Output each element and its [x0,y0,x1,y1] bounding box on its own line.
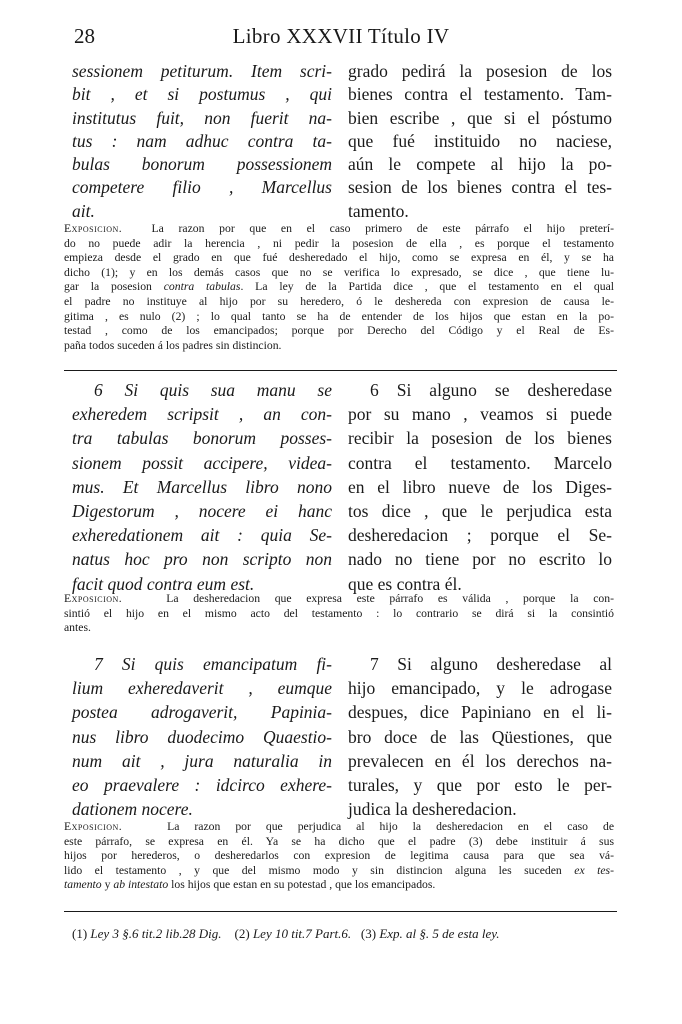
footnotes [72,926,612,942]
latin-line: tra tabulas bonorum posses- [72,428,332,449]
latin-line: ait. [72,200,95,221]
footnote-1: (1) Ley 3 §.6 tit.2 lib.28 Dig. [72,926,222,941]
spanish-line: hijo emancipado, y le adrogase [348,678,612,699]
exposicion-line: el padre no instituye al hijo por su heredero, ó le deshereda con expresion de causa le- [64,294,614,308]
spanish-line: que fué instituido no naciese, [348,130,612,151]
exposicion-label: Exposicion. [64,820,123,833]
latin-line: Digestorum , nocere ei hanc [72,501,332,522]
spanish-line: bro doce de las Qüestiones, que [348,726,612,747]
latin-line: mus. Et Marcellus libro nono [72,476,332,497]
latin-line: eo praevalere : idcirco exhere- [72,775,332,796]
exposicion-line: lido el testamento , y que del mismo modo y sin distincion alguna les suceden ex tes- [64,863,615,877]
latin-column [72,652,332,821]
footnote-3: (3) Exp. al §. 5 de esta ley. [360,926,500,941]
page-title: Libro XXXVII Título IV [232,24,450,48]
latin-column [72,378,332,596]
spanish-line: recibir la posesion de los bienes [348,428,612,449]
spanish-line: desheredacion ; porque el Se- [348,525,612,546]
latin-line: bit , et si postumus , qui [72,84,332,105]
latin-line: postea adrogaverit, Papinia- [72,702,332,723]
latin-column [72,60,332,223]
latin-line: institutus fuit, non fuerit na- [72,107,332,128]
exposicion-line: este párrafo, se expresa en él. Ya se ha dicho que el padre (3) debe instituir á sus [64,834,614,848]
latin-line: dationem nocere. [72,799,193,820]
latin-line: 7 Si quis emancipatum fi- [94,654,332,674]
spanish-line: despues, dice Papiniano en el li- [348,702,612,723]
spanish-line: tamento. [348,200,409,221]
spanish-line: nado no tiene por no escrito lo [348,549,612,570]
spanish-line: sesion de los bienes contra el tes- [348,177,612,198]
page-number: 28 [74,24,95,48]
spanish-line: tos dice , que le perjudica esta [348,501,612,522]
exposicion-note-3 [64,820,614,893]
spanish-line: bienes contra el testamento. Tam- [348,84,612,105]
exposicion-line: antes. [64,621,91,635]
latin-line: exheredationem ait : quia Se- [72,525,332,546]
footnote-2: (2) Ley 10 tit.7 Part.6. [234,926,352,941]
exposicion-label: Exposicion. [64,222,123,235]
exposicion-line: paña todos suceden á los padres sin distincion. [64,338,282,352]
spanish-line: por su mano , veamos si puede [348,404,612,425]
spanish-line: 7 Si alguno desheredase al [370,654,612,674]
spanish-column [348,60,612,223]
latin-line: competere filio , Marcellus [72,177,332,198]
spanish-line: 6 Si alguno se desheredase [370,380,612,400]
exposicion-line: sintió el hijo en el mismo acto del testamento : lo contrario se dirá si la consintió [64,606,614,620]
exposicion-note-2 [64,592,614,636]
exposicion-line: tamento y ab intestato los hijos que estan en su potestad , que los emancipados. [64,878,436,892]
spanish-line: contra el testamento. Marcelo [348,452,612,473]
latin-line: lium exheredaverit , eumque [72,678,332,699]
spanish-line: prevalecen en él los derechos na- [348,750,612,771]
exposicion-line: gar la posesion contra tabulas. La ley de la Partida dice , que el testamento en el qual [64,280,615,294]
exposicion-line: dicho (1); y en los demás casos que no se verifica lo expresado, se dice , que tiene lu- [64,265,614,279]
exposicion-line: gitima , es nulo (2) ; lo qual tanto se ha de entender de los hijos que estan en la po- [64,309,614,323]
latin-line: sessionem petiturum. Item scri- [72,61,332,81]
section-divider [64,370,617,371]
spanish-line: aún le compete al hijo la po- [348,154,612,175]
exposicion-line: empieza desde el grado en que fué desheredado el hijo, como se expresa en él, y se ha [64,251,614,265]
spanish-column [348,378,612,596]
spanish-line: grado pedirá la posesion de los [348,61,612,81]
exposicion-line: Exposicion. La razon por que perjudica al hijo la desheredacion en el caso de [64,820,615,833]
exposicion-note-1 [64,222,614,353]
exposicion-line: hijos por herederos, o desheredarlos con expresion de legitima causa para que sea vá- [64,849,614,863]
latin-line: bulas bonorum possessionem [72,154,332,175]
exposicion-line: Exposicion. La razon por que en el caso primero de este párrafo el hijo preterí- [64,222,614,235]
latin-line: tus : nam adhuc contra ta- [72,130,332,151]
spanish-line: que es contra él. [348,573,462,594]
latin-line: facit quod contra eum est. [72,573,255,594]
running-head [66,22,616,52]
exposicion-line: do no puede adir la herencia , ni pedir la posesion de ella , es porque el testamento [64,236,614,250]
spanish-column [348,652,612,821]
spanish-line: en el libro nueve de los Diges- [348,476,612,497]
spanish-line: bien escribe , que si el póstumo [348,107,612,128]
footnote-rule [64,911,617,912]
exposicion-line: Exposicion. La desheredacion que expresa este párrafo es válida , porque la con- [64,592,615,605]
spanish-line: judica la desheredacion. [348,799,517,820]
spanish-line: turales, y que por esto le per- [348,775,612,796]
latin-line: exheredem scripsit , an con- [72,404,332,425]
latin-line: natus hoc pro non scripto non [72,549,332,570]
exposicion-label: Exposicion. [64,592,123,605]
latin-line: nus libro duodecimo Quaestio- [72,726,332,747]
latin-line: 6 Si quis sua manu se [94,380,332,400]
exposicion-line: testad , como de los emancipados; porque por Derecho del Código y el Real de Es- [64,324,614,338]
latin-line: num ait , jura naturalia in [72,750,332,771]
latin-line: sionem possit accipere, videa- [72,452,332,473]
